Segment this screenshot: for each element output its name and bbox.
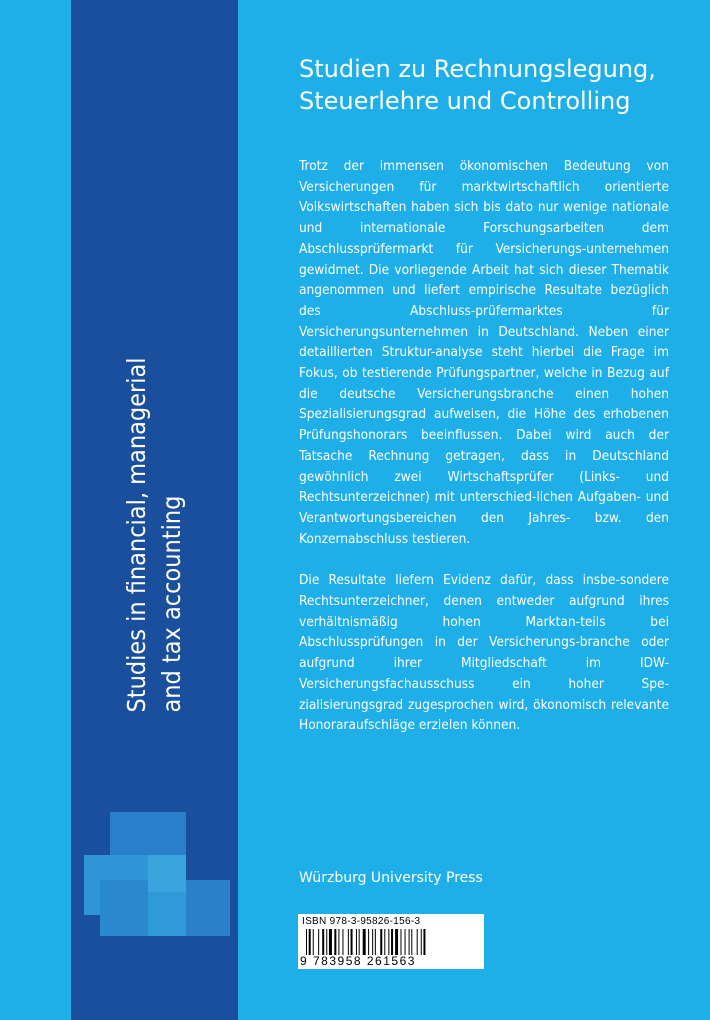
barcode-stripe xyxy=(391,929,393,955)
barcode-stripe xyxy=(375,929,376,955)
barcode-stripe xyxy=(372,929,373,955)
barcode-stripe xyxy=(356,929,357,955)
barcode-stripe xyxy=(348,929,349,955)
barcode-stripe xyxy=(417,929,418,955)
barcode-stripe xyxy=(384,929,385,955)
series-title-english xyxy=(119,357,189,712)
series-title-german xyxy=(299,53,689,117)
barcode-stripe xyxy=(329,929,332,955)
barcode-digits: 9 783958 261563 xyxy=(300,954,416,968)
title-line-1: Studien zu Rechnungslegung, xyxy=(299,55,656,83)
blurb-paragraph-1: Trotz der immensen ökonomischen Bedeutung von Versicherungen für marktwirtschaftlich orientierte Volkswirtschaften haben sich bis dato nur wenige nationale und internationale Forschungsarbeiten dem Abschlussprüfermarkt für Versicherungs-unternehmen gewidmet. Die vorliegende Arbeit hat sich dieser Thematik angenommen und liefert empirische Resultate bezüglich des Abschluss-prüfermarktes für Versicherungsunternehmen in Deutschland. Neben einer detaillierten Struktur-analyse steht hierbei die Frage im Fokus, ob testierende Prüfungspartner, welche in Bezug auf die deutsche Versicherungsbranche einen hohen Spezialisierungsgrad aufweisen, die Höhe des erhobenen Prüfungshonorars beeinflussen. Dabei wird auch der Tatsache Rechnung getragen, dass in Deutschland gewöhnlich zwei Wirtschaftsprüfer (Links- und Rechtsunterzeichner) mit unterschied-lichen Aufgaben- und Verantwortungsbereichen den Jahres- bzw. den Konzernabschluss testieren. xyxy=(299,158,669,547)
barcode-stripe xyxy=(351,929,353,955)
barcode-stripe xyxy=(334,929,336,955)
barcode-stripe xyxy=(368,929,369,955)
barcode-stripe xyxy=(423,929,425,955)
barcode-stripe xyxy=(363,929,366,955)
barcode-stripe xyxy=(409,929,410,955)
barcode-stripe xyxy=(421,929,422,955)
decorative-square xyxy=(148,855,186,892)
barcode-stripe xyxy=(318,929,319,955)
title-line-2: Steuerlehre und Controlling xyxy=(299,87,631,115)
barcode-stripe xyxy=(405,929,406,955)
decorative-square xyxy=(186,880,230,936)
barcode-stripe xyxy=(322,929,324,955)
barcode-stripe xyxy=(380,929,382,955)
barcode-stripe xyxy=(411,929,412,955)
barcode-stripe xyxy=(338,929,339,955)
barcode-stripe xyxy=(342,929,343,955)
barcode-stripe xyxy=(306,929,307,955)
barcode-stripe xyxy=(309,929,311,955)
series-title-line-2: and tax accounting xyxy=(157,495,186,713)
blurb xyxy=(299,156,669,757)
barcode-stripe xyxy=(359,929,360,955)
barcode xyxy=(298,914,484,969)
series-title-line-1: Studies in financial, managerial xyxy=(122,357,151,713)
isbn-label: ISBN 978-3-95826-156-3 xyxy=(302,916,421,927)
barcode-bars xyxy=(306,929,476,955)
publisher-name: Würzburg University Press xyxy=(299,870,483,886)
blurb-paragraph-2: Die Resultate liefern Evidenz dafür, dass insbe-sondere Rechtsunterzeichner, denen entweder aufgrund ihres verhältnismäßig hohen Marktan-teils bei Abschlussprüfungen in der Versicherungs-branche oder aufgrund ihrer Mitgliedschaft im IDW-Versicherungsfachausschuss ein hoher Spe-zialisierungsgrad zugesprochen wird, ökonomisch relevante Honoraraufschläge erzielen können. xyxy=(299,572,669,734)
barcode-stripe xyxy=(326,929,327,955)
barcode-stripe xyxy=(401,929,402,955)
decorative-square xyxy=(148,892,186,936)
barcode-stripe xyxy=(388,929,389,955)
barcode-stripe xyxy=(395,929,398,955)
barcode-stripe xyxy=(313,929,314,955)
